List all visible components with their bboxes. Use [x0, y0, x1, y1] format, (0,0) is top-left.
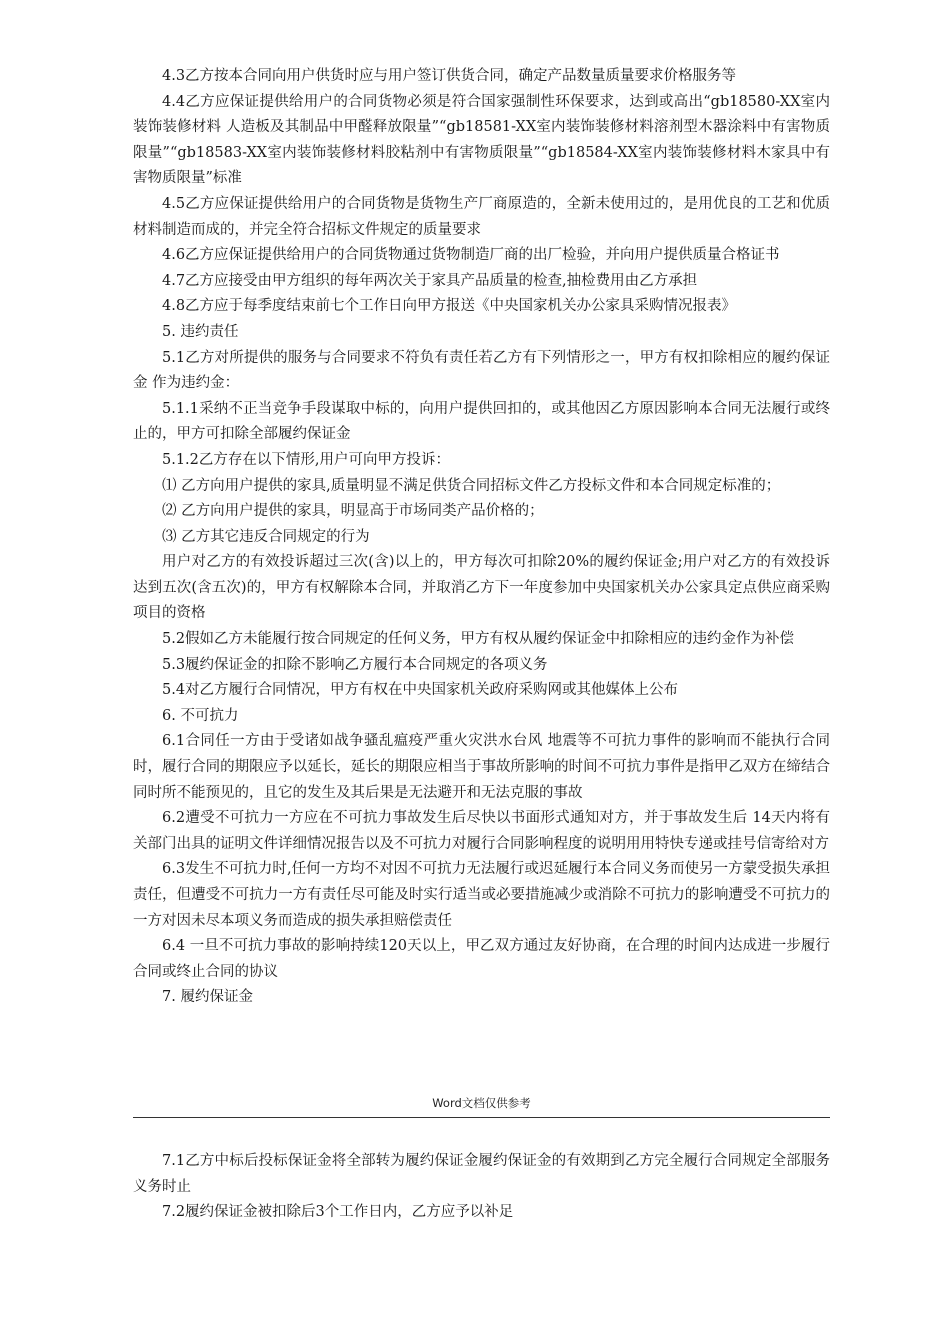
document-body: [133, 64, 830, 1011]
paragraph: 5.4对乙方履行合同情况，甲方有权在中央国家机关政府采购网或其他媒体上公布: [162, 682, 679, 699]
section-heading: 5. 违约责任: [162, 323, 239, 340]
paragraph: 4.4乙方应保证提供给用户的合同货物必须是符合国家强制性环保要求，达到或高出“gb18580-XX室内装饰装修材料 人造板及其制品中甲醛释放限量”“gb18581-XX室内装饰装修材料溶剂型木器涂料中有害物质限量”“gb18583-XX室内装饰装修材料胶粘剂中有害物质限量”“gb18584-XX室内装饰装修材料木家具中有害物质限量”标准: [133, 93, 830, 187]
paragraph: 7.2履约保证金被扣除后3个工作日内，乙方应予以补足: [162, 1204, 514, 1221]
paragraph: 5.3履约保证金的扣除不影响乙方履行本合同规定的各项义务: [162, 656, 548, 673]
paragraph: 4.7乙方应接受由甲方组织的每年两次关于家具产品质量的检查,抽检费用由乙方承担: [162, 272, 698, 289]
paragraph: 5.2假如乙方未能履行按合同规定的任何义务，甲方有权从履约保证金中扣除相应的违约金作为补偿: [162, 631, 795, 648]
paragraph: 用户对乙方的有效投诉超过三次(含)以上的，甲方每次可扣除20%的履约保证金;用户对乙方的有效投诉达到五次(含五次)的，甲方有权解除本合同，并取消乙方下一年度参加中央国家机关办公家具定点供应商采购项目的资格: [133, 554, 830, 622]
document-body-next-page: [133, 1149, 830, 1226]
paragraph: 5.1.1采纳不正当竞争手段谋取中标的，向用户提供回扣的，或其他因乙方原因影响本合同无法履行或终止的，甲方可扣除全部履约保证金: [133, 400, 830, 443]
paragraph: 4.5乙方应保证提供给用户的合同货物是货物生产厂商原造的，全新未使用过的，是用优良的工艺和优质材料制造而成的，并完全符合招标文件规定的质量要求: [133, 195, 830, 238]
paragraph: 6.3发生不可抗力时,任何一方均不对因不可抗力无法履行或迟延履行本合同义务而使另一方蒙受损失承担责任，但遭受不可抗力一方有责任尽可能及时实行适当或必要措施减少或消除不可抗力的影响遭受不可抗力的一方对因未尽本项义务而造成的损失承担赔偿责任: [133, 861, 830, 929]
paragraph: 5.1乙方对所提供的服务与合同要求不符负有责任若乙方有下列情形之一，甲方有权扣除相应的履约保证金 作为违约金：: [133, 349, 830, 392]
paragraph: 6.2遭受不可抗力一方应在不可抗力事故发生后尽快以书面形式通知对方，并于事故发生后 14天内将有关部门出具的证明文件详细情况报告以及不可抗力对履行合同影响程度的说明用用特快专递或挂号信寄给对方: [133, 810, 830, 852]
section-heading: 7. 履约保证金: [162, 989, 253, 1006]
paragraph: 6.4 一旦不可抗力事故的影响持续120天以上，甲乙双方通过友好协商，在合理的时间内达成进一步履行合同或终止合同的协议: [133, 938, 830, 980]
paragraph: 4.8乙方应于每季度结束前七个工作日向甲方报送《中央国家机关办公家具采购情况报表》: [162, 298, 737, 315]
paragraph: 5.1.2乙方存在以下情形,用户可向甲方投诉：: [162, 451, 451, 468]
paragraph: 4.6乙方应保证提供给用户的合同货物通过货物制造厂商的出厂检验，并向用户提供质量合格证书: [162, 247, 780, 264]
page-footer: Word文档仅供参考: [432, 1096, 531, 1110]
list-item: ⑶ 乙方其它违反合同规定的行为: [162, 528, 370, 545]
list-item: ⑴ 乙方向用户提供的家具,质量明显不满足供货合同招标文件乙方投标文件和本合同规定标准的；: [162, 477, 781, 494]
paragraph: 6.1合同任一方由于受诸如战争骚乱瘟疫严重火灾洪水台风 地震等不可抗力事件的影响而不能执行合同时，履行合同的期限应予以延长，延长的期限应相当于事故所影响的时间不可抗力事件是指甲乙双方在缔结合同时所不能预见的，且它的发生及其后果是无法避开和无法克服的事故: [133, 733, 830, 801]
paragraph: 4.3乙方按本合同向用户供货时应与用户签订供货合同，确定产品数量质量要求价格服务等: [162, 68, 737, 84]
paragraph: 7.1乙方中标后投标保证金将全部转为履约保证金履约保证金的有效期到乙方完全履行合同规定全部服务义务时止: [133, 1153, 830, 1195]
footer-divider: [133, 1117, 830, 1118]
section-heading: 6. 不可抗力: [162, 707, 239, 724]
list-item: ⑵ 乙方向用户提供的家具，明显高于市场同类产品价格的；: [162, 503, 544, 520]
